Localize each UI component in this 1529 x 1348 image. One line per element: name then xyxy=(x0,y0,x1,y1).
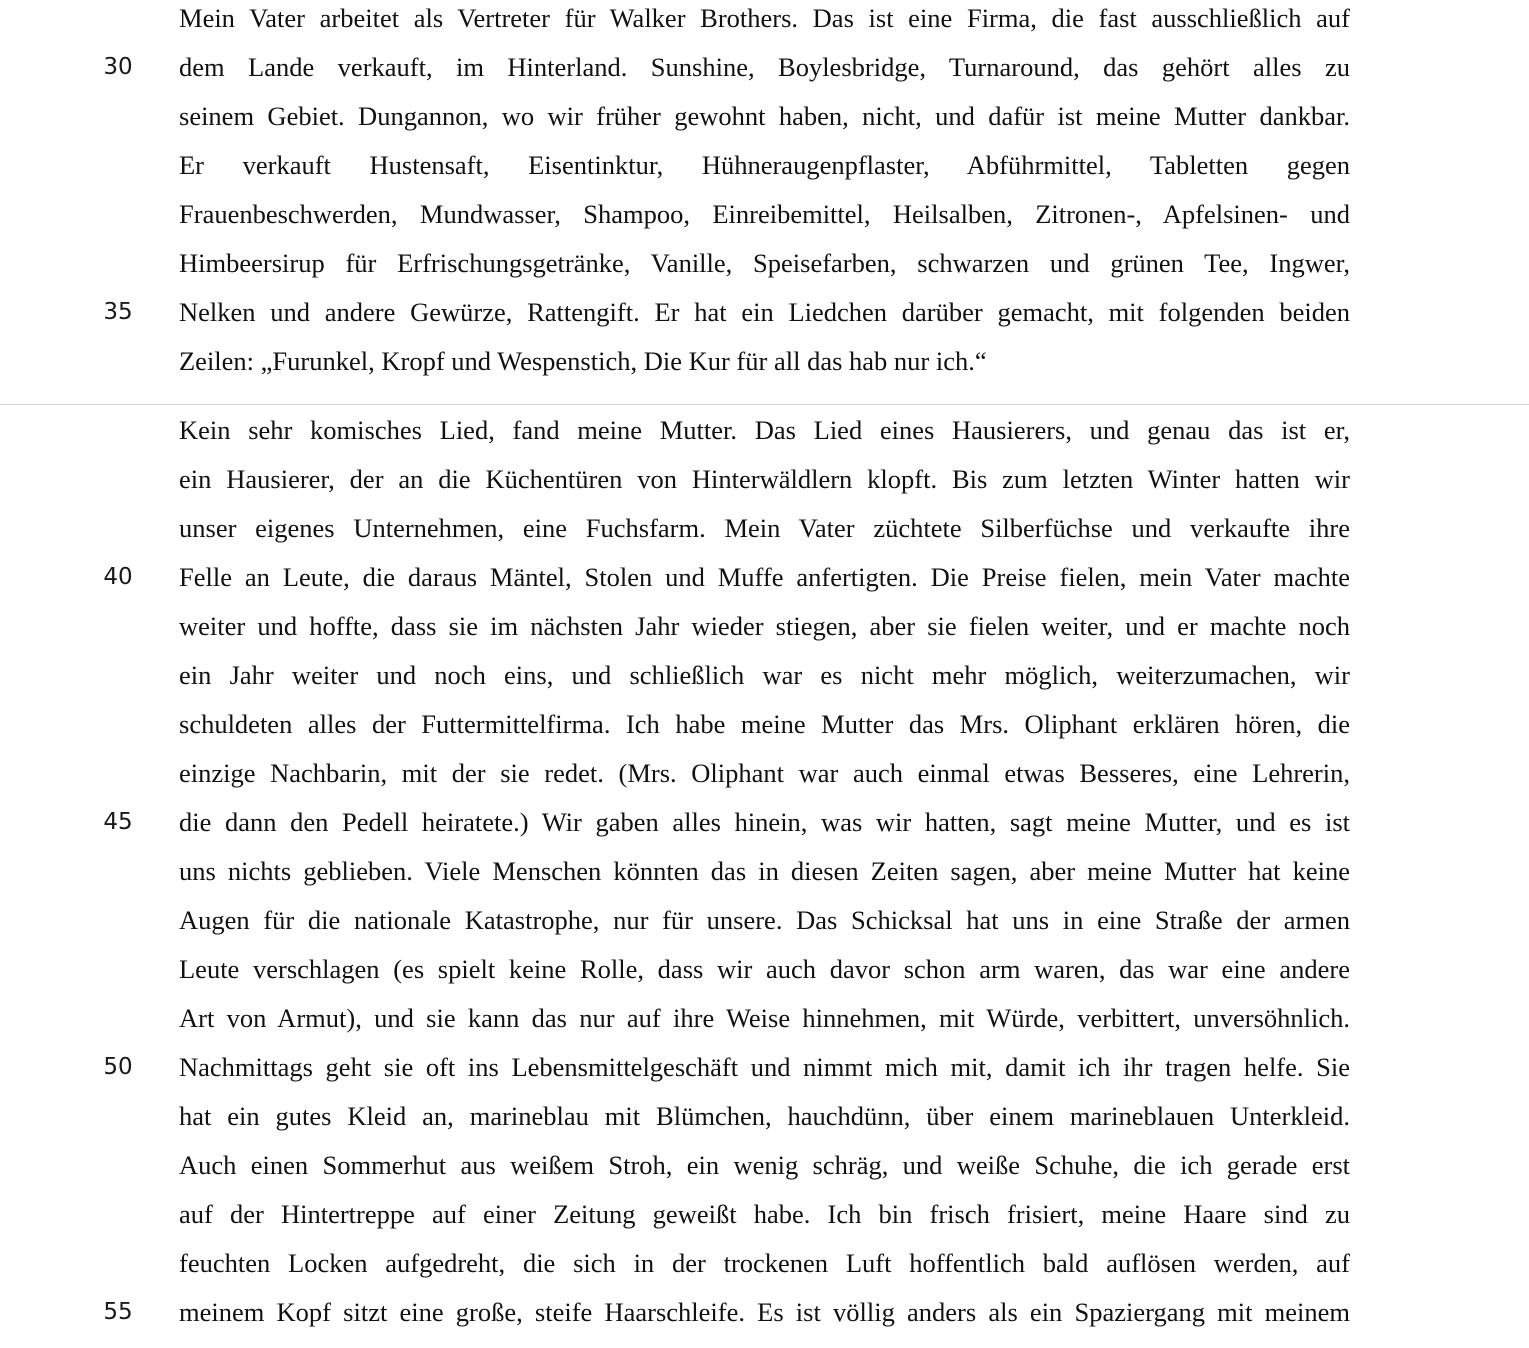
line-number xyxy=(90,1239,146,1288)
line-number xyxy=(90,700,146,749)
line-text: uns nichts geblieben. Viele Menschen könnten das in diesen Zeiten sagen, aber meine Mutter hat keine xyxy=(179,856,1350,886)
line-number: 45 xyxy=(103,809,133,835)
line-text: Himbeersirup für Erfrischungsgetränke, Vanille, Speisefarben, schwarzen und grünen Tee, Ingwer, xyxy=(179,248,1350,278)
line-text: Zeilen: „Furunkel, Kropf und Wespenstich, Die Kur für all das hab nur ich.“ xyxy=(179,346,987,376)
line-text: ein Hausierer, der an die Küchentüren von Hinterwäldlern klopft. Bis zum letzten Winter hatten wir xyxy=(179,464,1350,494)
text-line xyxy=(0,1092,1529,1141)
line-number xyxy=(90,92,146,141)
line-text: Leute verschlagen (es spielt keine Rolle, dass wir auch davor schon arm waren, das war eine andere xyxy=(179,954,1350,984)
text-line xyxy=(0,1190,1529,1239)
text-line xyxy=(0,553,1529,602)
line-text: meinem Kopf sitzt eine große, steife Haarschleife. Es ist völlig anders als ein Spaziergang mit meinem xyxy=(179,1297,1350,1327)
line-number xyxy=(90,0,146,43)
line-number xyxy=(90,945,146,994)
text-line xyxy=(0,847,1529,896)
text-line xyxy=(0,239,1529,288)
line-number xyxy=(90,651,146,700)
line-text: die dann den Pedell heiratete.) Wir gaben alles hinein, was wir hatten, sagt meine Mutter, und es ist xyxy=(179,807,1350,837)
text-line xyxy=(0,92,1529,141)
line-text: einzige Nachbarin, mit der sie redet. (Mrs. Oliphant war auch einmal etwas Besseres, eine Lehrerin, xyxy=(179,758,1350,788)
line-text: Nelken und andere Gewürze, Rattengift. Er hat ein Liedchen darüber gemacht, mit folgenden beiden xyxy=(179,297,1350,327)
text-line xyxy=(0,1288,1529,1337)
line-text: ein Jahr weiter und noch eins, und schließlich war es nicht mehr möglich, weiterzumachen, wir xyxy=(179,660,1350,690)
line-text: weiter und hoffte, dass sie im nächsten Jahr wieder stiegen, aber sie fielen weiter, und er machte noch xyxy=(179,611,1350,641)
line-text: Frauenbeschwerden, Mundwasser, Shampoo, Einreibemittel, Heilsalben, Zitronen-, Apfelsinen- und xyxy=(179,199,1350,229)
line-text: feuchten Locken aufgedreht, die sich in der trockenen Luft hoffentlich bald auflösen werden, auf xyxy=(179,1248,1350,1278)
line-number: 55 xyxy=(103,1299,133,1325)
line-text: Kein sehr komisches Lied, fand meine Mutter. Das Lied eines Hausierers, und genau das ist er, xyxy=(179,415,1350,445)
text-line xyxy=(0,43,1529,92)
text-line xyxy=(0,798,1529,847)
line-text: dem Lande verkauft, im Hinterland. Sunshine, Boylesbridge, Turnaround, das gehört alles zu xyxy=(179,52,1350,82)
page-divider xyxy=(0,404,1529,405)
line-text: unser eigenes Unternehmen, eine Fuchsfarm. Mein Vater züchtete Silberfüchse und verkaufte ihre xyxy=(179,513,1350,543)
line-number xyxy=(90,1092,146,1141)
line-text: seinem Gebiet. Dungannon, wo wir früher gewohnt haben, nicht, und dafür ist meine Mutter dankbar. xyxy=(179,101,1350,131)
text-line xyxy=(0,504,1529,553)
line-text: Er verkauft Hustensaft, Eisentinktur, Hühneraugenpflaster, Abführmittel, Tabletten gegen xyxy=(179,150,1350,180)
line-number xyxy=(90,406,146,455)
line-text: Art von Armut), und sie kann das nur auf ihre Weise hinnehmen, mit Würde, verbittert, unversöhnlich. xyxy=(179,1003,1350,1033)
text-line xyxy=(0,141,1529,190)
text-line xyxy=(0,945,1529,994)
line-text: Felle an Leute, die daraus Mäntel, Stolen und Muffe anfertigten. Die Preise fielen, mein Vater machte xyxy=(179,562,1350,592)
text-line xyxy=(0,1141,1529,1190)
text-line xyxy=(0,749,1529,798)
text-line xyxy=(0,651,1529,700)
text-line xyxy=(0,337,1529,386)
line-number: 30 xyxy=(103,54,133,80)
line-number xyxy=(90,1190,146,1239)
line-number xyxy=(90,141,146,190)
text-line xyxy=(0,406,1529,455)
text-line xyxy=(0,288,1529,337)
line-number xyxy=(90,239,146,288)
line-number xyxy=(90,1141,146,1190)
line-number: 50 xyxy=(103,1054,133,1080)
text-line xyxy=(0,1043,1529,1092)
line-number xyxy=(90,749,146,798)
line-text: Auch einen Sommerhut aus weißem Stroh, ein wenig schräg, und weiße Schuhe, die ich gerade erst xyxy=(179,1150,1350,1180)
line-text: Augen für die nationale Katastrophe, nur für unsere. Das Schicksal hat uns in eine Straße der armen xyxy=(179,905,1350,935)
text-line xyxy=(0,455,1529,504)
text-line xyxy=(0,896,1529,945)
text-line xyxy=(0,1239,1529,1288)
line-text: Mein Vater arbeitet als Vertreter für Walker Brothers. Das ist eine Firma, die fast ausschließlich auf xyxy=(179,3,1350,33)
text-line xyxy=(0,190,1529,239)
line-text: Nachmittags geht sie oft ins Lebensmittelgeschäft und nimmt mich mit, damit ich ihr tragen helfe. Sie xyxy=(179,1052,1350,1082)
line-number xyxy=(90,847,146,896)
text-line xyxy=(0,602,1529,651)
line-text: auf der Hintertreppe auf einer Zeitung geweißt habe. Ich bin frisch frisiert, meine Haare sind zu xyxy=(179,1199,1350,1229)
line-number xyxy=(90,994,146,1043)
line-text: schuldeten alles der Futtermittelfirma. Ich habe meine Mutter das Mrs. Oliphant erklären hören, die xyxy=(179,709,1350,739)
line-number xyxy=(90,190,146,239)
text-line xyxy=(0,700,1529,749)
line-number: 40 xyxy=(103,564,133,590)
line-number xyxy=(90,455,146,504)
text-line xyxy=(0,994,1529,1043)
text-line xyxy=(0,0,1529,43)
line-text: hat ein gutes Kleid an, marineblau mit Blümchen, hauchdünn, über einem marineblauen Unterkleid. xyxy=(179,1101,1350,1131)
line-number: 35 xyxy=(103,299,133,325)
line-number xyxy=(90,337,146,386)
line-number xyxy=(90,602,146,651)
line-number xyxy=(90,504,146,553)
line-number xyxy=(90,896,146,945)
